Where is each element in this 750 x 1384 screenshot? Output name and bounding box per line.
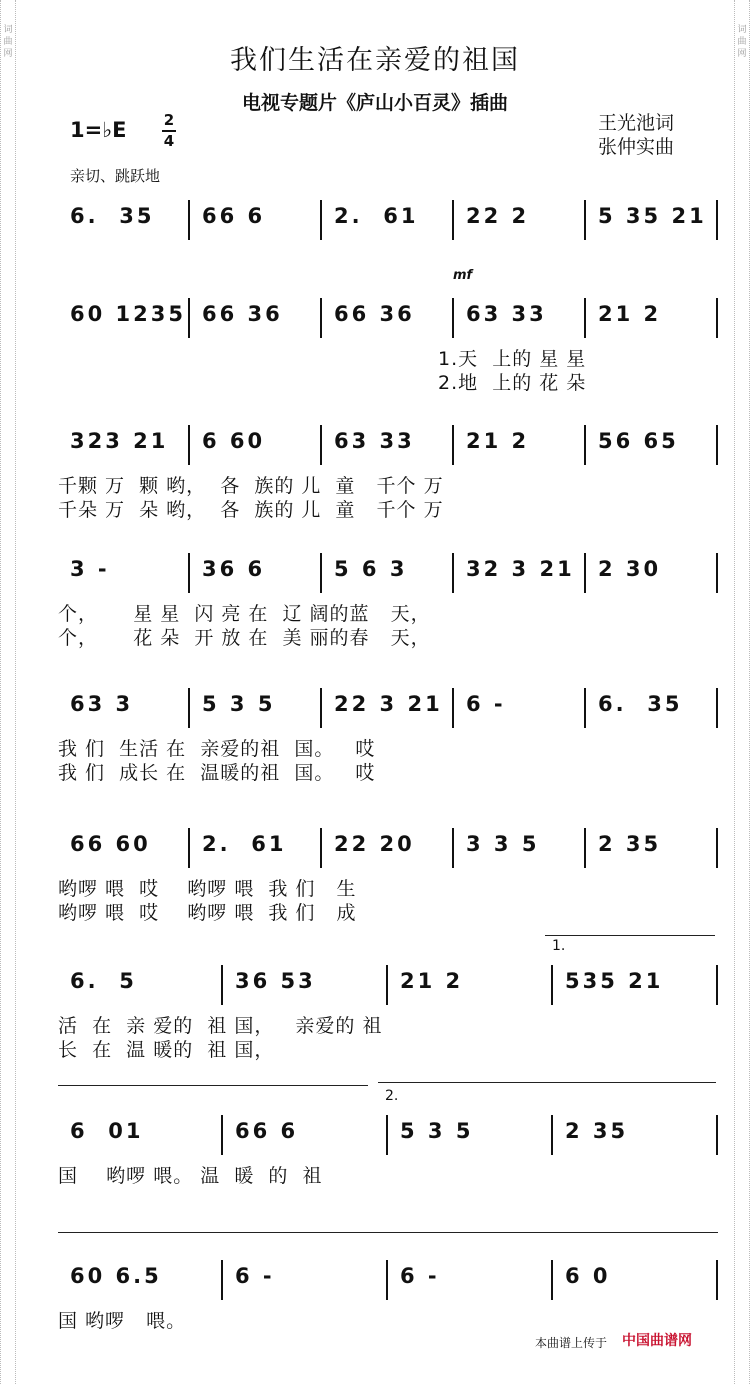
bar-line: [320, 688, 322, 728]
watermark-strip-left: [0, 0, 16, 1384]
measure: 32 3 21: [466, 557, 575, 581]
measure: 60 6.5: [70, 1264, 162, 1288]
watermark-strip-right: [734, 0, 750, 1384]
staff-line-row-8-left: [58, 1085, 368, 1086]
measure: 2 35: [598, 832, 662, 856]
bar-line: [320, 828, 322, 868]
lyric-row-3-verse-1: 千颗 万 颗 哟， 各 族的 儿 童 千个 万: [58, 475, 444, 497]
measure: 6 -: [466, 692, 506, 716]
bar-line: [551, 965, 553, 1005]
measure: 535 21: [565, 969, 664, 993]
measure: 6. 35: [70, 204, 155, 228]
lyric-row-2-verse-1: 1.天 上的 星 星: [438, 348, 587, 370]
bar-line: [551, 1260, 553, 1300]
notes-row-2: [58, 298, 718, 338]
bar-line: [188, 200, 190, 240]
lyric-row-6-verse-2: 哟啰 喂 哎 哟啰 喂 我 们 成: [58, 902, 357, 924]
lyric-row-6-verse-1: 哟啰 喂 哎 哟啰 喂 我 们 生: [58, 878, 357, 900]
lyric-row-2-verse-2: 2.地 上的 花 朵: [438, 372, 587, 394]
measure: 6 60: [202, 429, 266, 453]
measure: 36 53: [235, 969, 316, 993]
measure: 5 35 21: [598, 204, 707, 228]
time-signature: [162, 112, 176, 150]
song-title: 我们生活在亲爱的祖国: [230, 45, 520, 76]
bar-line: [584, 828, 586, 868]
measure: 63 3: [70, 692, 134, 716]
bar-line: [716, 688, 718, 728]
measure: 323 21: [70, 429, 169, 453]
measure: 63 33: [334, 429, 415, 453]
measure: 5 3 5: [400, 1119, 474, 1143]
song-subtitle: 电视专题片《庐山小百灵》插曲: [241, 92, 508, 114]
notes-row-7: [58, 965, 718, 1005]
bar-line: [386, 965, 388, 1005]
measure: 22 2: [466, 204, 530, 228]
bar-line: [188, 688, 190, 728]
measure: 6 01: [70, 1119, 144, 1143]
bar-line: [320, 553, 322, 593]
bar-line: [716, 298, 718, 338]
bar-line: [584, 688, 586, 728]
bar-line: [188, 828, 190, 868]
measure: 6 -: [400, 1264, 440, 1288]
measure: 2 30: [598, 557, 662, 581]
measure: 66 36: [202, 302, 283, 326]
measure: 6 -: [235, 1264, 275, 1288]
measure: 66 6: [235, 1119, 299, 1143]
bar-line: [188, 553, 190, 593]
measure: 5 3 5: [202, 692, 276, 716]
measure: 21 2: [598, 302, 662, 326]
lyric-row-5-verse-2: 我 们 成长 在 温暖的祖 国。 哎: [58, 762, 376, 784]
bar-line: [716, 425, 718, 465]
site-logo[interactable]: 中国曲谱网: [622, 1333, 692, 1349]
key-signature: 1=♭E: [70, 118, 127, 142]
measure: 21 2: [400, 969, 464, 993]
notes-row-9: [58, 1260, 718, 1300]
watermark-text-right: 词曲网: [737, 25, 747, 59]
bar-line: [716, 965, 718, 1005]
bar-line: [584, 553, 586, 593]
notes-row-6: [58, 828, 718, 868]
bar-line: [452, 200, 454, 240]
lyric-row-9-verse-1: 国 哟啰 喂。: [58, 1310, 187, 1332]
bar-line: [716, 200, 718, 240]
bar-line: [188, 298, 190, 338]
bar-line: [716, 828, 718, 868]
time-sig-bottom: 4: [163, 132, 175, 150]
notes-row-3: [58, 425, 718, 465]
bar-line: [221, 1115, 223, 1155]
measure: 6. 5: [70, 969, 137, 993]
bar-line: [452, 828, 454, 868]
notes-row-4: [58, 553, 718, 593]
bar-line: [320, 425, 322, 465]
measure: 2. 61: [334, 204, 419, 228]
lyric-row-5-verse-1: 我 们 生活 在 亲爱的祖 国。 哎: [58, 738, 376, 760]
bar-line: [452, 298, 454, 338]
bar-line: [716, 553, 718, 593]
measure: 66 36: [334, 302, 415, 326]
time-sig-top: 2: [163, 111, 175, 129]
measure: 2. 61: [202, 832, 287, 856]
notes-row-5: [58, 688, 718, 728]
measure: 63 33: [466, 302, 547, 326]
lyricist-credit: 王光池词: [598, 112, 675, 134]
lyric-row-3-verse-2: 千朵 万 朵 哟， 各 族的 儿 童 千个 万: [58, 499, 444, 521]
volta-2-line: [378, 1082, 716, 1083]
bar-line: [452, 688, 454, 728]
bar-line: [320, 200, 322, 240]
notes-row-1: [58, 200, 718, 240]
volta-2-label: 2.: [385, 1088, 399, 1104]
measure: 2 35: [565, 1119, 629, 1143]
measure: 56 65: [598, 429, 679, 453]
measure: 6 0: [565, 1264, 611, 1288]
measure: 66 60: [70, 832, 151, 856]
lyric-row-4-verse-1: 个， 星 星 闪 亮 在 辽 阔的蓝 天，: [58, 603, 431, 625]
measure: 5 6 3: [334, 557, 408, 581]
bar-line: [452, 425, 454, 465]
staff-line-row-9: [58, 1232, 718, 1233]
bar-line: [221, 965, 223, 1005]
volta-1-label: 1.: [552, 938, 566, 954]
lyric-row-7-verse-1: 活 在 亲 爱的 祖 国， 亲爱的 祖: [58, 1015, 383, 1037]
lyric-row-7-verse-2: 长 在 温 暖的 祖 国，: [58, 1039, 275, 1061]
tempo-marking: 亲切、跳跃地: [70, 167, 161, 185]
measure: 36 6: [202, 557, 266, 581]
lyric-row-8-verse-1: 国 哟啰 喂。 温 暖 的 祖: [58, 1165, 323, 1187]
bar-line: [716, 1260, 718, 1300]
bar-line: [188, 425, 190, 465]
bar-line: [716, 1115, 718, 1155]
measure: 22 20: [334, 832, 415, 856]
measure: 21 2: [466, 429, 530, 453]
measure: 22 3 21: [334, 692, 443, 716]
bar-line: [320, 298, 322, 338]
bar-line: [221, 1260, 223, 1300]
bar-line: [584, 200, 586, 240]
measure: 3 -: [70, 557, 110, 581]
dynamic-marking: mf: [453, 268, 473, 283]
measure: 66 6: [202, 204, 266, 228]
composer-credit: 张仲实曲: [598, 136, 675, 158]
bar-line: [584, 425, 586, 465]
volta-1-line: [545, 935, 715, 936]
watermark-text-left: 词曲网: [3, 25, 13, 59]
bar-line: [386, 1115, 388, 1155]
measure: 3 3 5: [466, 832, 540, 856]
bar-line: [452, 553, 454, 593]
measure: 60 1235: [70, 302, 186, 326]
notes-row-8: [58, 1115, 718, 1155]
lyric-row-4-verse-2: 个， 花 朵 开 放 在 美 丽的春 天，: [58, 627, 431, 649]
measure: 6. 35: [598, 692, 683, 716]
footer-upload-text: 本曲谱上传于: [535, 1336, 608, 1350]
bar-line: [386, 1260, 388, 1300]
bar-line: [584, 298, 586, 338]
bar-line: [551, 1115, 553, 1155]
